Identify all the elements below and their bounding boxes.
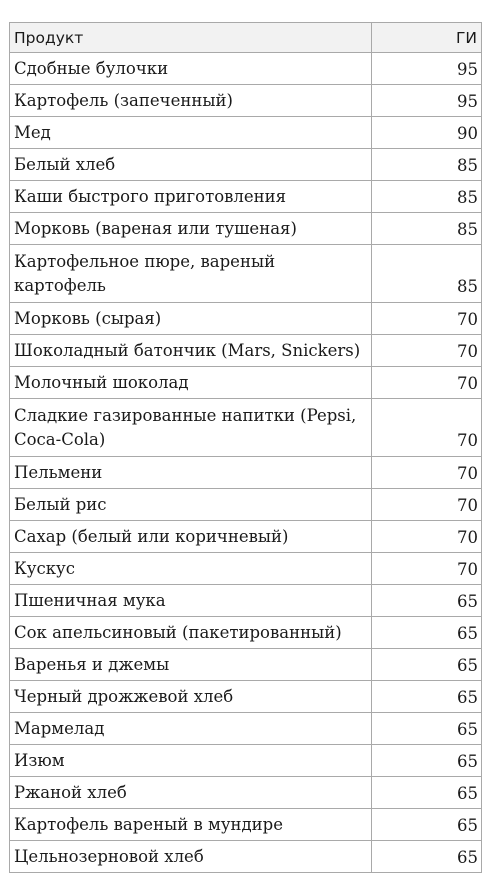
table-row xyxy=(10,457,482,489)
product-name-cell: Молочный шоколад xyxy=(10,367,372,399)
product-name-cell: Белый хлеб xyxy=(10,149,372,181)
gi-value-cell: 95 xyxy=(372,53,482,85)
table-row xyxy=(10,649,482,681)
gi-value-cell: 65 xyxy=(372,809,482,841)
glycemic-index-table xyxy=(9,22,482,873)
table-row xyxy=(10,553,482,585)
product-name-cell: Мед xyxy=(10,117,372,149)
gi-value-cell: 85 xyxy=(372,245,482,303)
product-name-cell: Цельнозерновой хлеб xyxy=(10,841,372,873)
product-name-cell: Варенья и джемы xyxy=(10,649,372,681)
product-name-cell: Белый рис xyxy=(10,489,372,521)
gi-value-cell: 90 xyxy=(372,117,482,149)
table-row xyxy=(10,399,482,457)
gi-value-cell: 70 xyxy=(372,335,482,367)
table-row xyxy=(10,245,482,303)
product-name-cell: Черный дрожжевой хлеб xyxy=(10,681,372,713)
product-name-cell: Кускус xyxy=(10,553,372,585)
column-header-product: Продукт xyxy=(10,23,372,53)
gi-value-cell: 70 xyxy=(372,367,482,399)
gi-value-cell: 65 xyxy=(372,681,482,713)
product-name-cell: Морковь (вареная или тушеная) xyxy=(10,213,372,245)
gi-value-cell: 85 xyxy=(372,213,482,245)
product-name-cell: Картофель (запеченный) xyxy=(10,85,372,117)
table-row xyxy=(10,681,482,713)
gi-value-cell: 70 xyxy=(372,399,482,457)
table-row xyxy=(10,53,482,85)
product-name-cell: Шоколадный батончик (Mars, Snickers) xyxy=(10,335,372,367)
table-row xyxy=(10,713,482,745)
gi-value-cell: 70 xyxy=(372,489,482,521)
table-row xyxy=(10,149,482,181)
gi-value-cell: 65 xyxy=(372,713,482,745)
table-row xyxy=(10,809,482,841)
table-row xyxy=(10,841,482,873)
column-header-gi: ГИ xyxy=(372,23,482,53)
gi-value-cell: 70 xyxy=(372,521,482,553)
table-row xyxy=(10,489,482,521)
gi-value-cell: 85 xyxy=(372,181,482,213)
table-row xyxy=(10,117,482,149)
product-name-cell: Сок апельсиновый (пакетированный) xyxy=(10,617,372,649)
product-name-cell: Картофельное пюре, вареный картофель xyxy=(10,245,372,303)
table-row xyxy=(10,777,482,809)
table-row xyxy=(10,521,482,553)
table-row xyxy=(10,585,482,617)
table-row xyxy=(10,745,482,777)
gi-value-cell: 65 xyxy=(372,617,482,649)
table-header-row xyxy=(10,23,482,53)
gi-value-cell: 65 xyxy=(372,745,482,777)
gi-value-cell: 65 xyxy=(372,649,482,681)
table-row xyxy=(10,85,482,117)
table-row xyxy=(10,303,482,335)
product-name-cell: Морковь (сырая) xyxy=(10,303,372,335)
gi-value-cell: 70 xyxy=(372,553,482,585)
gi-value-cell: 70 xyxy=(372,457,482,489)
table-row xyxy=(10,335,482,367)
gi-value-cell: 65 xyxy=(372,777,482,809)
product-name-cell: Изюм xyxy=(10,745,372,777)
gi-value-cell: 70 xyxy=(372,303,482,335)
table-row xyxy=(10,213,482,245)
product-name-cell: Мармелад xyxy=(10,713,372,745)
product-name-cell: Пшеничная мука xyxy=(10,585,372,617)
gi-value-cell: 65 xyxy=(372,841,482,873)
table-row xyxy=(10,181,482,213)
table-row xyxy=(10,367,482,399)
product-name-cell: Каши быстрого приготовления xyxy=(10,181,372,213)
product-name-cell: Сахар (белый или коричневый) xyxy=(10,521,372,553)
gi-value-cell: 85 xyxy=(372,149,482,181)
product-name-cell: Пельмени xyxy=(10,457,372,489)
gi-value-cell: 65 xyxy=(372,585,482,617)
table-row xyxy=(10,617,482,649)
product-name-cell: Сдобные булочки xyxy=(10,53,372,85)
gi-value-cell: 95 xyxy=(372,85,482,117)
product-name-cell: Сладкие газированные напитки (Pepsi, Coca-Cola) xyxy=(10,399,372,457)
product-name-cell: Картофель вареный в мундире xyxy=(10,809,372,841)
product-name-cell: Ржаной хлеб xyxy=(10,777,372,809)
